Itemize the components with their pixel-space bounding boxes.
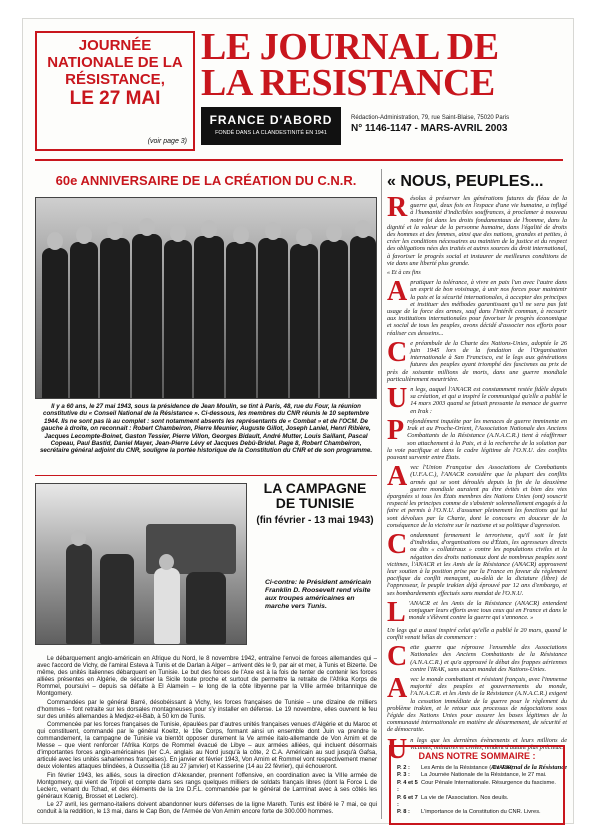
campagne-title: LA CAMPAGNE DE TUNISIE xyxy=(263,480,367,511)
see-page-note: (voir page 3) xyxy=(147,138,187,145)
campagne-rule xyxy=(35,475,377,476)
drop-cap: P xyxy=(387,414,405,446)
cnr-photo-caption: Il y a 60 ans, le 27 mai 1943, sous la présidence de Jean Moulin, se tint à Paris, 48, rue du Four, la réunion constitutive du « Conseil National de la Résistance ». Ci-dessous, les membres du CNR réunis le 10 septembre 1944. Ils ne sont pas là au complet : sont notamment absents les représentants de « Combat » et de l'OCM. De gauche à droite, on reconnait : Robert Chambeiron, Pierre Meunier, Auguste Gillot, Joseph Laniel, Henri Ribière, Jacques Lecompte-Boinet, Gaston Tessier, Pierre Villon, Georges Bidault, André Mutter, Louis Saillant, Pascal Copeau, Paul Bastid, Daniel Mayer, Jean-Pierre Lévy et Jacques Debû-Bridel. Page 8, Robert Chambeiron, secrétaire général adjoint du CNR, souligne la portée historique de la Constitution du CNR et de son programme. xyxy=(39,403,373,455)
drop-cap: C xyxy=(387,641,408,673)
masthead-info xyxy=(351,115,563,134)
roosevelt-troops-photo xyxy=(35,483,247,645)
sommaire-item: P. 8 : L'importance de la Constitution du CNR. Livres. xyxy=(397,809,541,816)
drop-cap: C xyxy=(387,528,408,560)
article-paragraph: Ce préambule de la Charte des Nations-Unies, adoptée le 26 juin 1945 lors de la fondation de l'Organisation internationale à San Francisco, est le legs aux générations futures des peuples ayant triomphé des fascismes au prix de près de soixante millions de morts, dans une guerre mondiale particulièrement meurtrière. xyxy=(387,336,567,383)
cnr-members-photo xyxy=(35,197,377,399)
article-paragraph: Fin février 1943, les alliés, sous la direction d'Alexander, prennent l'offensive, en coordination avec la VIIIe armée de Montgomery, qui vient de Tripoli et compte dans ses rangs quelques milliers de soldats français libres (dont la Force L de Leclerc, venant du Tchad, et des éléments de la 1re D.F.L. commandée par le général de Larminat avec à ses côtés les généraux Kœnig, Brosset et Leclerc). xyxy=(37,771,377,800)
article-paragraph: Un legs, auquel l'ANACR est constamment restée fidèle depuis sa création, et qui a inspiré le communiqué qu'elle a publié le 14 mars 2003 quand se faisait pressante la menace de guerre en Irak : xyxy=(387,383,567,415)
roosevelt-caption: Ci-contre: le Président américain Franklin D. Roosevelt rend visite aux troupes américaines en marche vers Tunis. xyxy=(265,579,372,610)
article-paragraph: Un legs que les dernières évènements et leurs millions de victimes, militaires et civiles, rendent d'autant plus précieux. xyxy=(387,733,567,765)
newspaper-page xyxy=(22,18,574,824)
issue-number: N° 1146-1147 - MARS-AVRIL 2003 xyxy=(351,123,508,134)
journee-date: LE 27 MAI xyxy=(69,88,161,109)
drop-cap: C xyxy=(387,336,408,368)
article-paragraph: Le 27 avril, les germano-italiens doivent abandonner leurs défenses de la ligne Mareth. Tunis est libéré le 7 mai, ce qui conduit à la reddition, le 13 mai, dans le Cap Bon, de l'Armée de Von Arnim encore forte de 300.000 hommes. xyxy=(37,800,377,815)
journee-title: JOURNÉE NATIONALE DE LA RÉSISTANCE, xyxy=(47,37,183,88)
drop-cap: U xyxy=(387,733,408,765)
article-paragraph: Profondément inquiète par les menaces de guerre imminente en Irak et au Proche-Orient, l'Association Nationale des Anciens Combattants de la Résistance (A.N.A.C.R.) tient à réaffirmer son attachement à la Paix, et à la recherche de la solution par la voie pacifique et dans le cadre légitime de l'O.N.U. des conflits pouvant survenir entre États. xyxy=(387,414,567,461)
article-paragraph: Le débarquement anglo-américain en Afrique du Nord, le 8 novembre 1942, entraîne l'envoi de forces allemandes qui – avec l'accord de Vichy, de l'amiral Esteva à Tunis et de Darlan à Alger – arrivent dès le 9, par air et mer, à Tunis et Bizerte. De même, des unités italiennes débarquent en Tunisie. Le but des forces de l'Axe est à la fois de tenter de contenir les forces alliées présentes en Algérie, de sécuriser la Sicile toute proche et surtout de permettre la retraite de l'Afrika Korps de Rommel, poursuivi – depuis sa défaite à El Alamein – le long de la côte libyenne par la VIIIe armée britannique de Montgomery. xyxy=(37,655,377,698)
nous-peuples-title: « NOUS, PEUPLES... xyxy=(387,173,544,190)
campagne-article xyxy=(37,655,377,816)
campagne-dates: (fin février - 13 mai 1943) xyxy=(256,515,374,526)
article-paragraph: Apratiquer la tolérance, à vivre en paix l'un avec l'autre dans un esprit de bon voisinage, à unir nos forces pour maintenir la paix et la sécurité internationales, à accepter des principes et instituer des méthodes garantissant qu'il ne sera pas fait usage de la force des armes, sauf dans l'intérêt commun, à recourir aux institutions internationales pour favoriser le progrès économique et social de tous les peuples, avons décidé d'associer nos efforts pour réaliser ces desseins... xyxy=(387,276,567,337)
sommaire-item: P. 3 : La Journée Nationale de la Résistance, le 27 mai. xyxy=(397,772,547,779)
sommaire-box xyxy=(389,745,565,825)
sommaire-item: P. 4 et 5 : Cour Pénale Internationale. Résurgence du fascisme. xyxy=(397,779,556,794)
article-paragraph: Un legs qui a aussi inspiré celui qu'elle a publié le 20 mars, quand le conflit venait hélas de commencer : xyxy=(387,626,567,641)
drop-cap: R xyxy=(387,192,408,223)
masthead-title-line2: LA RESISTANCE xyxy=(201,62,495,104)
drop-cap: A xyxy=(387,461,408,493)
article-paragraph: Commandées par le général Barré, désobéissant à Vichy, les forces françaises de Tunisie – une dizaine de milliers d'hommes – font retraite sur les dorsales montagneuses pour s'y installer en défense. Le 19 novembre, elles ouvrent le feu sur des unités allemandes à Medjez-el-Bab, à 50 km de Tunis. xyxy=(37,698,377,720)
drop-cap: A xyxy=(387,276,408,308)
drop-cap: L xyxy=(387,596,406,628)
signature: Le Journal de la Résistance xyxy=(492,763,567,771)
cnr-section-title: 60e ANNIVERSAIRE DE LA CRÉATION DU C.N.R. xyxy=(55,173,357,188)
sommaire-title: DANS NOTRE SOMMAIRE : xyxy=(418,751,536,761)
sommaire-item: P. 6 et 7 : La vie de l'Association. Nos deuils. xyxy=(397,794,509,809)
france-dabord-box xyxy=(201,107,341,145)
article-paragraph: Cette guerre que réprouve l'ensemble des Associations Nationales des Anciens Combattants de la Résistance (A.N.A.C.R.) et qu'a approuvé le débat des frappes aériennes contre l'IRAK, sans aucun mandat des Nations-Unies. xyxy=(387,641,567,673)
sommaire-item: P. 2 : Les Amis de la Résistance (ANACR). xyxy=(397,765,515,771)
address: Rédaction-Administration, 79, rue Saint-Blaise, 75020 Paris xyxy=(351,115,510,121)
article-paragraph: Condamnant fermement le terrorisme, qu'il soit le fait d'individus, d'organisations ou d'États, les agresseurs directs ou dits « collatéraux » contre les populations civiles et la négation des droits nationaux dont de nombreux peuples sont victimes, l'ANACR et les Amis de la Résistance (ANACR) approuvent leur soutien à la position prise par la France en faveur du règlement pacifique du conflit menaçant, au-delà de la dictature (libre) de l'oppresseur, le peuple irakien déjà éprouvé par 12 ans d'embargo, et ses bombardements effectués sans mandat de l'O.N.U. xyxy=(387,528,567,597)
journee-nationale-box xyxy=(35,31,195,151)
france-dabord-note: FONDÉ DANS LA CLANDESTINITÉ EN 1941 xyxy=(215,130,327,136)
article-paragraph: Résolus à préserver les générations futures du fléau de la guerre qui, deux fois en l'espace d'une vie humaine, a infligé à l'humanité d'indicibles souffrances, à proclamer à nouveau notre foi dans les droits fondamentaux de l'homme, dans la dignité et la valeur de la personne humaine, dans l'égalité de droits des hommes et des femmes, ainsi que des nations, grandes et petites, à créer les conditions nécessaires au maintien de la justice et du respect des obligations nées des traités et autres sources du droit international, à favoriser le progrès social et instaurer de meilleures conditions de vie dans une liberté plus grande. xyxy=(387,192,567,267)
nous-peuples-article xyxy=(387,192,568,771)
article-paragraph: Avec l'Union Française des Associations de Combattants (U.F.A.C.), l'ANACR considère que la plupart des conflits armés qui se sont déroulés depuis la fin de la deuxième guerre mondiale auraient pu être évités et bien des vies épargnées si tous les États membres des Nations Unies (ont) souscrit respecté les principes comme de s'abstenir solennellement engagés à la faire et permis à l'O.N.U. d'assumer pleinement les fonctions qui lui sont dévolues par la Charte, dont le concours en douceur de la conséquence de la victoire sur le nazisme et sa politique d'agression. xyxy=(387,461,568,529)
masthead-title-line1: LE JOURNAL DE xyxy=(201,26,499,68)
article-paragraph: Commencée par les forces françaises de Tunisie, épaulées par d'autres unités françaises venues d'Algérie et du Maroc et qui constituent, commandé par le général Koeltz, le 19e Corps, formant ainsi un ensemble dont Juin va prendre le commandement, la campagne de Tunisie va bientôt opposer durement la Ve armée italo-allemande de Von Arnim et de Messe – que vient renforcer l'Afrika Korps de Rommel évacué de Libye – aux armées alliées, qui incluent désormais d'importantes forces anglo-américaines (Ier C.A. anglais au Nord jusqu'à la côte, 2 C.A. Américain au sud jusqu'à Gafsa, articulé avec les unités sahariennes françaises). En janvier et février 1943, Von Arnim et Rommel vont respectivement mener deux violentes attaques blindées, à Ousseltia (18 au 27 janvier) et Kasserine (14 au 22 février), qui échoueront. xyxy=(37,720,377,771)
france-dabord-label: FRANCE D'ABORD xyxy=(209,113,333,127)
column-divider xyxy=(381,169,382,819)
drop-cap: A xyxy=(387,672,408,704)
note: « Et à ces fins xyxy=(387,270,421,277)
article-paragraph: L 'ANACR et les Amis de la Résistance (ANACR) entendent conjuguer leurs efforts avec tous ceux qui en France et dans le monde s'élèvent contre la guerre qui s'annonce. » xyxy=(387,596,567,628)
header-rule xyxy=(35,159,563,161)
masthead xyxy=(201,26,563,151)
drop-cap: U xyxy=(387,383,408,415)
article-paragraph: Avec le monde combattant et résistant français, avec l'immense majorité des peuples et gouvernements du monde, l'A.N.A.C.R. et les Amis de la Résistance (A.N.A.C.R.) exigent la cessation immédiate de la guerre pour le règlement du problème irakien, et le retour aux processus de négociations sous l'égide des Nations Unies pour assurer les bases légitimes de la communauté internationale en matière de désarmement, de sécurité et de démocratie. xyxy=(387,672,567,734)
